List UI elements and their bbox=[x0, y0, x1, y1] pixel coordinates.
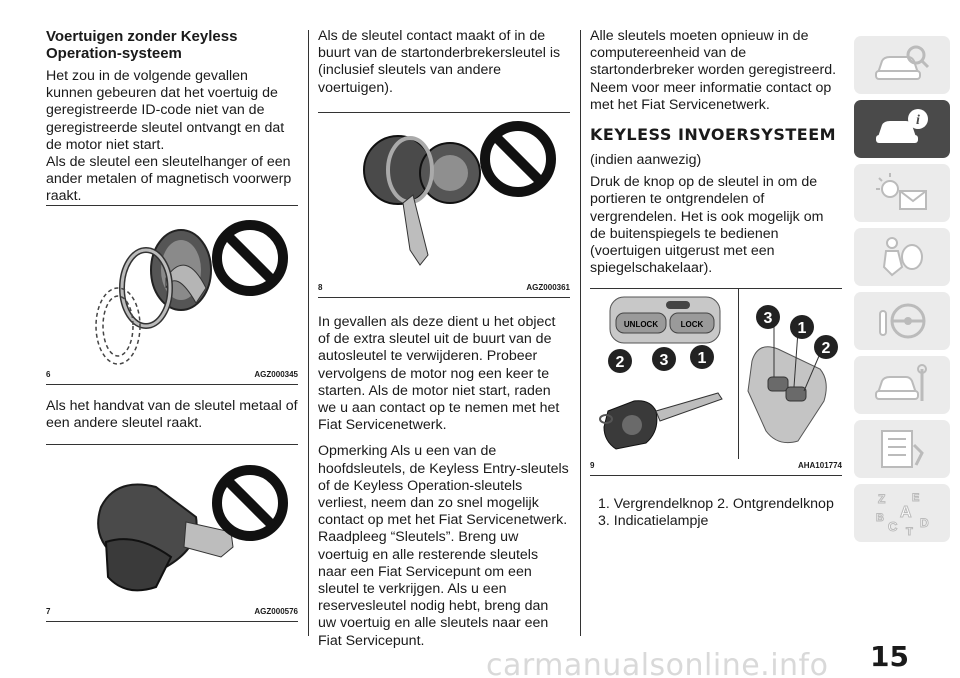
section-heading: Voertuigen zonder Keyless Operation-systeem bbox=[46, 28, 238, 62]
key-fob-overview-illustration bbox=[738, 291, 842, 459]
figure-caption bbox=[590, 460, 842, 471]
steering-wheel-icon bbox=[872, 297, 932, 345]
paragraph: Als het handvat van de sleutel metaal of een andere sleutel raakt. bbox=[46, 398, 298, 432]
figure-legend: 1. Vergrendelknop 2. Ontgrendelknop 3. Indicatielampje bbox=[598, 496, 834, 530]
figure-code: AGZ000345 bbox=[254, 370, 298, 379]
figure-6 bbox=[46, 205, 298, 385]
prohibited-icon bbox=[478, 119, 558, 199]
section-heading: KEYLESS INVOERSYSTEEM bbox=[590, 125, 837, 145]
checklist-icon bbox=[872, 425, 932, 473]
figure-number: 6 bbox=[46, 370, 51, 379]
tab-index[interactable] bbox=[854, 484, 950, 542]
column-3 bbox=[590, 28, 842, 277]
paragraph: In gevallen als deze dient u het object of de extra sleutel uit de buurt van de autosleutel te verwijderen. Probeer vervolgens de motor nog een keer te starten. Als de motor niet start, raden we u aan contact op te nemen met het Fiat Servicenetwerk. bbox=[318, 314, 560, 434]
callout-2: 2 bbox=[615, 354, 625, 371]
watermark: carmanualsonline.info bbox=[486, 648, 829, 678]
svg-text:i: i bbox=[916, 113, 920, 128]
tab-warning-lights[interactable] bbox=[854, 164, 950, 222]
figure-code: AHA101774 bbox=[797, 461, 842, 470]
warning-lights-icon bbox=[872, 169, 932, 217]
figure-8 bbox=[318, 112, 570, 298]
lock-label: LOCK bbox=[680, 320, 704, 329]
car-service-icon bbox=[872, 361, 932, 409]
index-letter: E bbox=[912, 492, 920, 504]
callout-1: 1 bbox=[697, 350, 707, 367]
column-1 bbox=[46, 28, 298, 206]
paragraph: Alle sleutels moeten opnieuw in de computereenheid van de startonderbreker worden geregistreerd. Neem voor meer informatie contact op met het Fiat Servicenetwerk. bbox=[590, 28, 837, 113]
paragraph: Het zou in de volgende gevallen kunnen gebeuren dat het voertuig de geregistreerde ID-code niet van de geregistreerde sleutel ontvangt en dat de motor niet start. bbox=[46, 68, 285, 153]
figure-number: 7 bbox=[46, 607, 51, 616]
index-letter: T bbox=[906, 526, 913, 537]
prohibited-icon bbox=[210, 463, 290, 543]
index-letter: C bbox=[888, 519, 898, 534]
prohibited-icon bbox=[210, 218, 290, 298]
callout-2: 2 bbox=[821, 340, 831, 357]
tab-checklist[interactable] bbox=[854, 420, 950, 478]
paragraph: (indien aanwezig) bbox=[590, 152, 702, 169]
chapter-tabs bbox=[854, 36, 950, 548]
car-info-icon bbox=[872, 105, 932, 153]
tab-car-search[interactable] bbox=[854, 36, 950, 94]
unlock-label: UNLOCK bbox=[623, 320, 659, 329]
key-fob-closeup-illustration bbox=[590, 291, 738, 459]
paragraph: Als de sleutel een sleutelhanger of een ander metalen of magnetisch voorwerp raakt. bbox=[46, 154, 292, 205]
paragraph: Als de sleutel contact maakt of in de buurt van de startonderbrekersleutel is (inclusief sleutels van andere voertuigen). bbox=[318, 28, 561, 96]
figure-9 bbox=[590, 288, 842, 476]
callout-3: 3 bbox=[763, 310, 773, 327]
figure-code: AGZ000361 bbox=[526, 283, 570, 292]
figure-code: AGZ000576 bbox=[254, 607, 298, 616]
index-letter: Z bbox=[878, 492, 886, 506]
index-letter: A bbox=[900, 504, 912, 521]
tab-car-service[interactable] bbox=[854, 356, 950, 414]
index-letters-icon bbox=[872, 489, 932, 537]
paragraph: Opmerking Als u een van de hoofdsleutels, de Keyless Entry-sleutels of de Keyless Operation-sleutels verliest, neem dan zo snel mogelijk contact op met het Fiat Servicenetwerk. Raadpleeg “Sleutels”. Breng uw voertuig en alle resterende sleutels naar een Fiat Servicepunt om een sleutel te verkrijgen. Als u een reservesleutel nodig hebt, breng dan uw voertuig en alle sleutels naar een Fiat Servicepunt. bbox=[318, 443, 569, 649]
column-divider bbox=[308, 30, 309, 636]
callout-3: 3 bbox=[659, 352, 669, 369]
car-search-icon bbox=[872, 41, 932, 89]
figure-caption bbox=[46, 369, 298, 380]
paragraph: Druk de knop op de sleutel in om de portieren te ontgrendelen of vergrendelen. Het is ook mogelijk om de buitenspiegels te bedienen (voertuigen uitgerust met een spiegelschakelaar). bbox=[590, 174, 824, 277]
figure-number: 8 bbox=[318, 283, 323, 292]
page-number: 15 bbox=[870, 640, 909, 673]
tab-car-info[interactable] bbox=[854, 100, 950, 158]
index-letter: D bbox=[920, 516, 929, 530]
figure-caption bbox=[318, 282, 570, 293]
figure-number: 9 bbox=[590, 461, 595, 470]
index-letter: B bbox=[876, 512, 884, 524]
airbag-icon bbox=[872, 233, 932, 281]
column-divider bbox=[580, 30, 581, 636]
callout-1: 1 bbox=[797, 320, 807, 337]
tab-steering-wheel[interactable] bbox=[854, 292, 950, 350]
tab-airbag[interactable] bbox=[854, 228, 950, 286]
figure-7 bbox=[46, 444, 298, 622]
column-2 bbox=[318, 28, 570, 97]
column-2-lower bbox=[318, 314, 570, 650]
figure-caption bbox=[46, 606, 298, 617]
